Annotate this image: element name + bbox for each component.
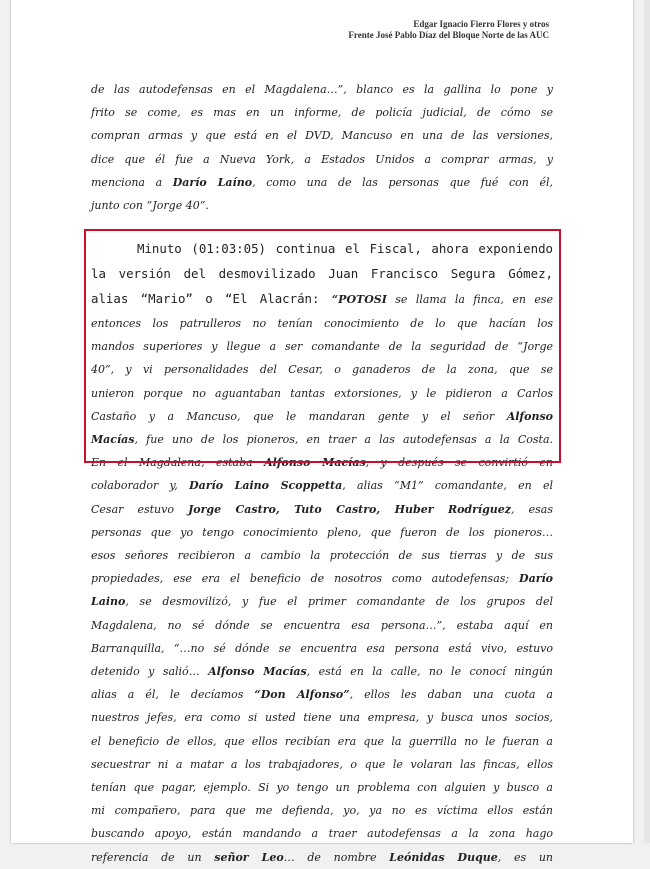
name-list-castro-rodriguez: Jorge Castro, Tuto Castro, Huber Rodríguez — [188, 502, 512, 516]
text-line: buscando apoyo, están mandando a traer autodefensas a la zona hago — [91, 827, 553, 841]
text-line: nuestros jefes, era como si usted tiene una empresa, y busca unos socios, — [91, 711, 553, 725]
text-line: Castaño y a Mancuso, que le mandaran gente y el señor Alfonso — [91, 409, 553, 423]
name-alfonso-macias: Alfonso Macías — [264, 456, 366, 470]
paragraph-2 — [91, 236, 553, 869]
text-line: dice que él fue a Nueva York, a Estados Unidos a comprar armas, y — [91, 152, 553, 166]
text-line: entonces los patrulleros no tenían conocimiento de lo que hacían los — [91, 317, 553, 330]
text-line: mandos superiores y llegue a ser comandante de la seguridad de “Jorge — [91, 340, 553, 354]
text-line: frito se come, es mas en un informe, de policía judicial, de cómo se — [91, 106, 553, 120]
name-leonidas-duque: Leónidas Duque — [389, 850, 498, 864]
text-line: tenían que pagar, ejemplo. Si yo tengo un problema con alguien y busco a — [91, 781, 553, 795]
name-macias: Macías — [91, 433, 135, 447]
document-page — [11, 0, 633, 864]
name-dario: Darío — [519, 572, 554, 586]
text-line: Minuto (01:03:05) continua el Fiscal, ahora exponiendo — [137, 241, 553, 256]
paragraph-1 — [91, 78, 553, 217]
text-line: junto con “Jorge 40”. — [91, 199, 209, 213]
name-potosi: “POTOSI — [331, 293, 387, 306]
text-line: Barranquilla, “…no sé dónde se encuentra esa persona está vivo, estuvo — [91, 641, 553, 655]
text-line: Laino, se desmovilizó, y fue el primer comandante de los grupos del — [91, 595, 553, 609]
name-senor-leo: señor Leo — [214, 850, 284, 864]
page-header — [348, 19, 549, 41]
name-don-alfonso: “Don Alfonso” — [254, 688, 350, 702]
header-line-2: Frente José Pablo Díaz del Bloque Norte de las AUC — [348, 30, 549, 40]
text-line: mi compañero, para que me defienda, yo, ya no es víctima ellos están — [91, 804, 553, 818]
text-line: la versión del desmovilizado Juan Francisco Segura Gómez, — [91, 266, 553, 281]
name-alfonso: Alfonso — [506, 409, 553, 423]
text-line: secuestrar ni a matar a los trabajadores, o que le volaran las fincas, ellos — [91, 757, 553, 771]
text-line: menciona a Darío Laíno, como una de las personas que fué con él, — [91, 175, 553, 189]
text-line: 40”, y vi personalidades del Cesar, o ganaderos de la zona, que se — [91, 363, 553, 377]
text-line: referencia de un señor Leo… de nombre Leónidas Duque, es un — [91, 850, 553, 864]
name-dario-laino: Darío Laíno — [172, 175, 253, 189]
text-line: Cesar estuvo Jorge Castro, Tuto Castro, Huber Rodríguez, esas — [91, 502, 553, 516]
text-line: alias a él, le decíamos “Don Alfonso”, ellos les daban una cuota a — [91, 688, 553, 702]
text-line: alias “Mario” o “El Alacrán: “POTOSI se llama la finca, en ese — [91, 291, 553, 306]
text-line: colaborador y, Darío Laino Scoppetta, alias “M1” comandante, en el — [91, 479, 553, 493]
text-line: Macías, fue uno de los pioneros, en traer a las autodefensas a la Costa. — [91, 433, 553, 447]
name-dario-laino-scoppetta: Darío Laino Scoppetta — [189, 479, 343, 493]
text-line: el beneficio de ellos, que ellos recibían era que la guerrilla no le fueran a — [91, 734, 553, 748]
text-line: detenido y salió… Alfonso Macías, está en la calle, no le conocí ningún — [91, 665, 553, 679]
name-alfonso-macias: Alfonso Macías — [208, 665, 307, 679]
header-line-1: Edgar Ignacio Fierro Flores y otros — [413, 19, 549, 29]
text-line: propiedades, ese era el beneficio de nosotros como autodefensas; Darío — [91, 572, 554, 586]
name-laino: Laino — [91, 595, 126, 609]
scrollbar[interactable] — [644, 0, 650, 843]
text-line: de las autodefensas en el Magdalena…”, blanco es la gallina lo pone y — [91, 83, 553, 96]
text-line: Magdalena, no sé dónde se encuentra esa persona…”, estaba aquí en — [91, 618, 553, 632]
text-line: compran armas y que está en el DVD, Mancuso en una de las versiones, — [91, 129, 553, 143]
text-line: En el Magdalena, estaba Alfonso Macías, y después se convirtió en — [91, 456, 554, 470]
text-line: esos señores recibieron a cambio la protección de sus tierras y de sus — [91, 549, 553, 563]
text-line: personas que yo tengo conocimiento pleno, que fueron de los pioneros… — [91, 525, 553, 539]
text-line: unieron porque no aguantaban tantas extorsiones, y le pidieron a Carlos — [91, 386, 553, 400]
